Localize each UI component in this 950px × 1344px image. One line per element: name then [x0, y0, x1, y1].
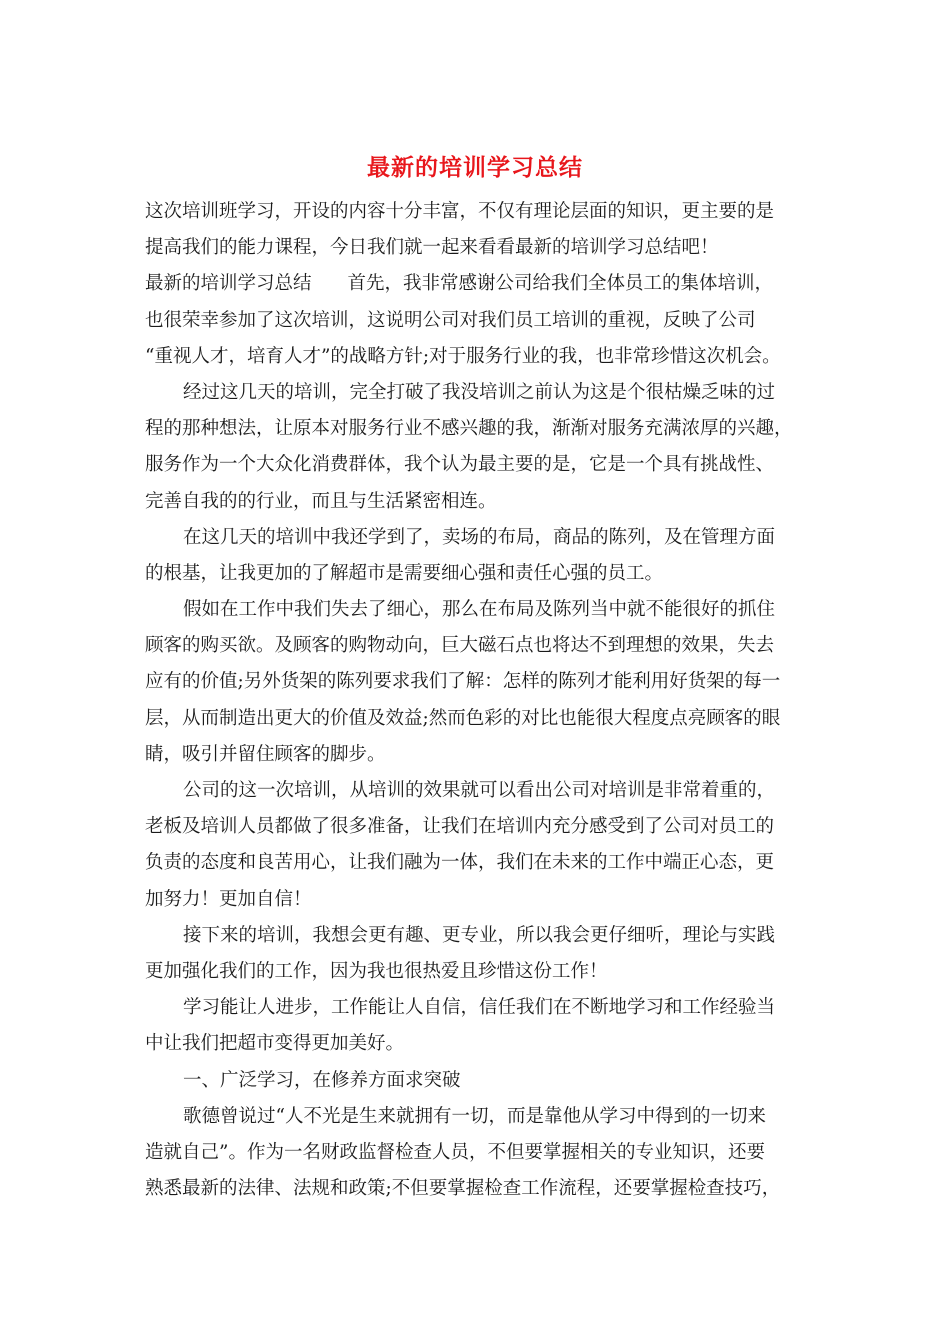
- text-line-content: 更加强化我们的工作，因为我也很热爱且珍惜这份工作！: [145, 960, 608, 982]
- text-line-content: 老板及培训人员都做了很多准备，让我们在培训内充分感受到了公司对员工的: [145, 816, 775, 838]
- text-line-content: 熟悉最新的法律、法规和政策;不但要掌握检查工作流程，还要掌握检查技巧，: [145, 1178, 781, 1200]
- text-line: [145, 664, 825, 700]
- text-line-content: 加努力！更加自信！: [145, 888, 312, 910]
- text-line-content: 负责的态度和良苦用心，让我们融为一体，我们在未来的工作中端正心态，更: [145, 852, 775, 874]
- text-line-content: 程的那种想法，让原本对服务行业不感兴趣的我，渐渐对服务充满浓厚的兴趣，: [145, 418, 793, 440]
- text-line: [145, 339, 825, 375]
- text-line: [145, 1135, 825, 1171]
- text-line-content: 最新的培训学习总结: [145, 273, 312, 295]
- text-line-content: 公司的这一次培训，从培训的效果就可以看出公司对培训是非常着重的，: [183, 780, 776, 801]
- text-line-content: 睛，吸引并留住顾客的脚步。: [145, 743, 386, 765]
- text-line-content: 提高我们的能力课程，今日我们就一起来看看最新的培训学习总结吧！: [145, 237, 719, 259]
- text-line: [145, 556, 825, 592]
- text-line-content: 在这几天的培训中我还学到了，卖场的布局，商品的陈列，及在管理方面: [183, 526, 776, 548]
- text-line: [145, 990, 825, 1026]
- text-line-content: 假如在工作中我们失去了细心，那么在布局及陈列当中就不能很好的抓住: [183, 599, 776, 621]
- text-line: [145, 230, 825, 266]
- text-line: [145, 628, 825, 664]
- text-line-content: 接下来的培训，我想会更有趣、更专业，所以我会更仔细听，理论与实践: [183, 924, 776, 946]
- text-line: [145, 411, 825, 447]
- text-line-content: 服务作为一个大众化消费群体，我个认为最主要的是，它是一个具有挑战性、: [145, 454, 775, 476]
- document-body: [145, 194, 825, 1207]
- text-line-content: 完善自我的的行业，而且与生活紧密相连。: [145, 490, 497, 512]
- text-line: [145, 1063, 825, 1099]
- text-line: [145, 447, 825, 483]
- text-line: [145, 845, 825, 881]
- text-line: [145, 954, 825, 990]
- text-line-content: 歌德曾说过“人不光是生来就拥有一切，而是靠他从学习中得到的一切来: [183, 1105, 766, 1127]
- text-line-content: 的根基，让我更加的了解超市是需要细心强和责任心强的员工。: [145, 562, 664, 584]
- text-line: [145, 520, 825, 556]
- text-line: [145, 737, 825, 773]
- text-line: [145, 375, 825, 411]
- text-line-content: 这次培训班学习，开设的内容十分丰富，不仅有理论层面的知识，更主要的是: [145, 201, 775, 222]
- document-title: 最新的培训学习总结: [367, 154, 583, 181]
- text-line: [145, 303, 825, 339]
- text-line-content: 一、广泛学习，在修养方面求突破: [183, 1069, 461, 1091]
- text-line: [145, 592, 825, 628]
- text-line-content: 造就自己”。作为一名财政监督检查人员，不但要掌握相关的专业知识，还要: [145, 1141, 765, 1163]
- text-line: [145, 701, 825, 737]
- text-line: [145, 266, 825, 302]
- text-line-content: 经过这几天的培训，完全打破了我没培训之前认为这是个很枯燥乏味的过: [183, 381, 776, 403]
- text-line: [145, 1171, 825, 1207]
- text-line: [145, 194, 825, 230]
- text-line: [145, 882, 825, 918]
- text-line: [145, 918, 825, 954]
- text-line-content: 层，从而制造出更大的价值及效益;然而色彩的对比也能很大程度点亮顾客的眼: [145, 707, 781, 729]
- text-line: [145, 773, 825, 809]
- text-line-content: 也很荣幸参加了这次培训，这说明公司对我们员工培训的重视，反映了公司: [145, 309, 756, 331]
- text-line-content: 学习能让人进步，工作能让人自信，信任我们在不断地学习和工作经验当: [183, 997, 776, 1019]
- text-line: [145, 1099, 825, 1135]
- text-line: [145, 1026, 825, 1062]
- text-line-content: 中让我们把超市变得更加美好。: [145, 1033, 405, 1055]
- text-line-continuation: 首先，我非常感谢公司给我们全体员工的集体培训，: [347, 273, 774, 295]
- text-line-content: 应有的价值;另外货架的陈列要求我们了解：怎样的陈列才能利用好货架的每一: [145, 671, 781, 693]
- text-line-content: 顾客的购买欲。及顾客的购物动向，巨大磁石点也将达不到理想的效果，失去: [145, 635, 775, 657]
- text-line: [145, 484, 825, 520]
- text-line-content: “重视人才，培育人才”的战略方针;对于服务行业的我，也非常珍惜这次机会。: [145, 345, 781, 367]
- text-line: [145, 809, 825, 845]
